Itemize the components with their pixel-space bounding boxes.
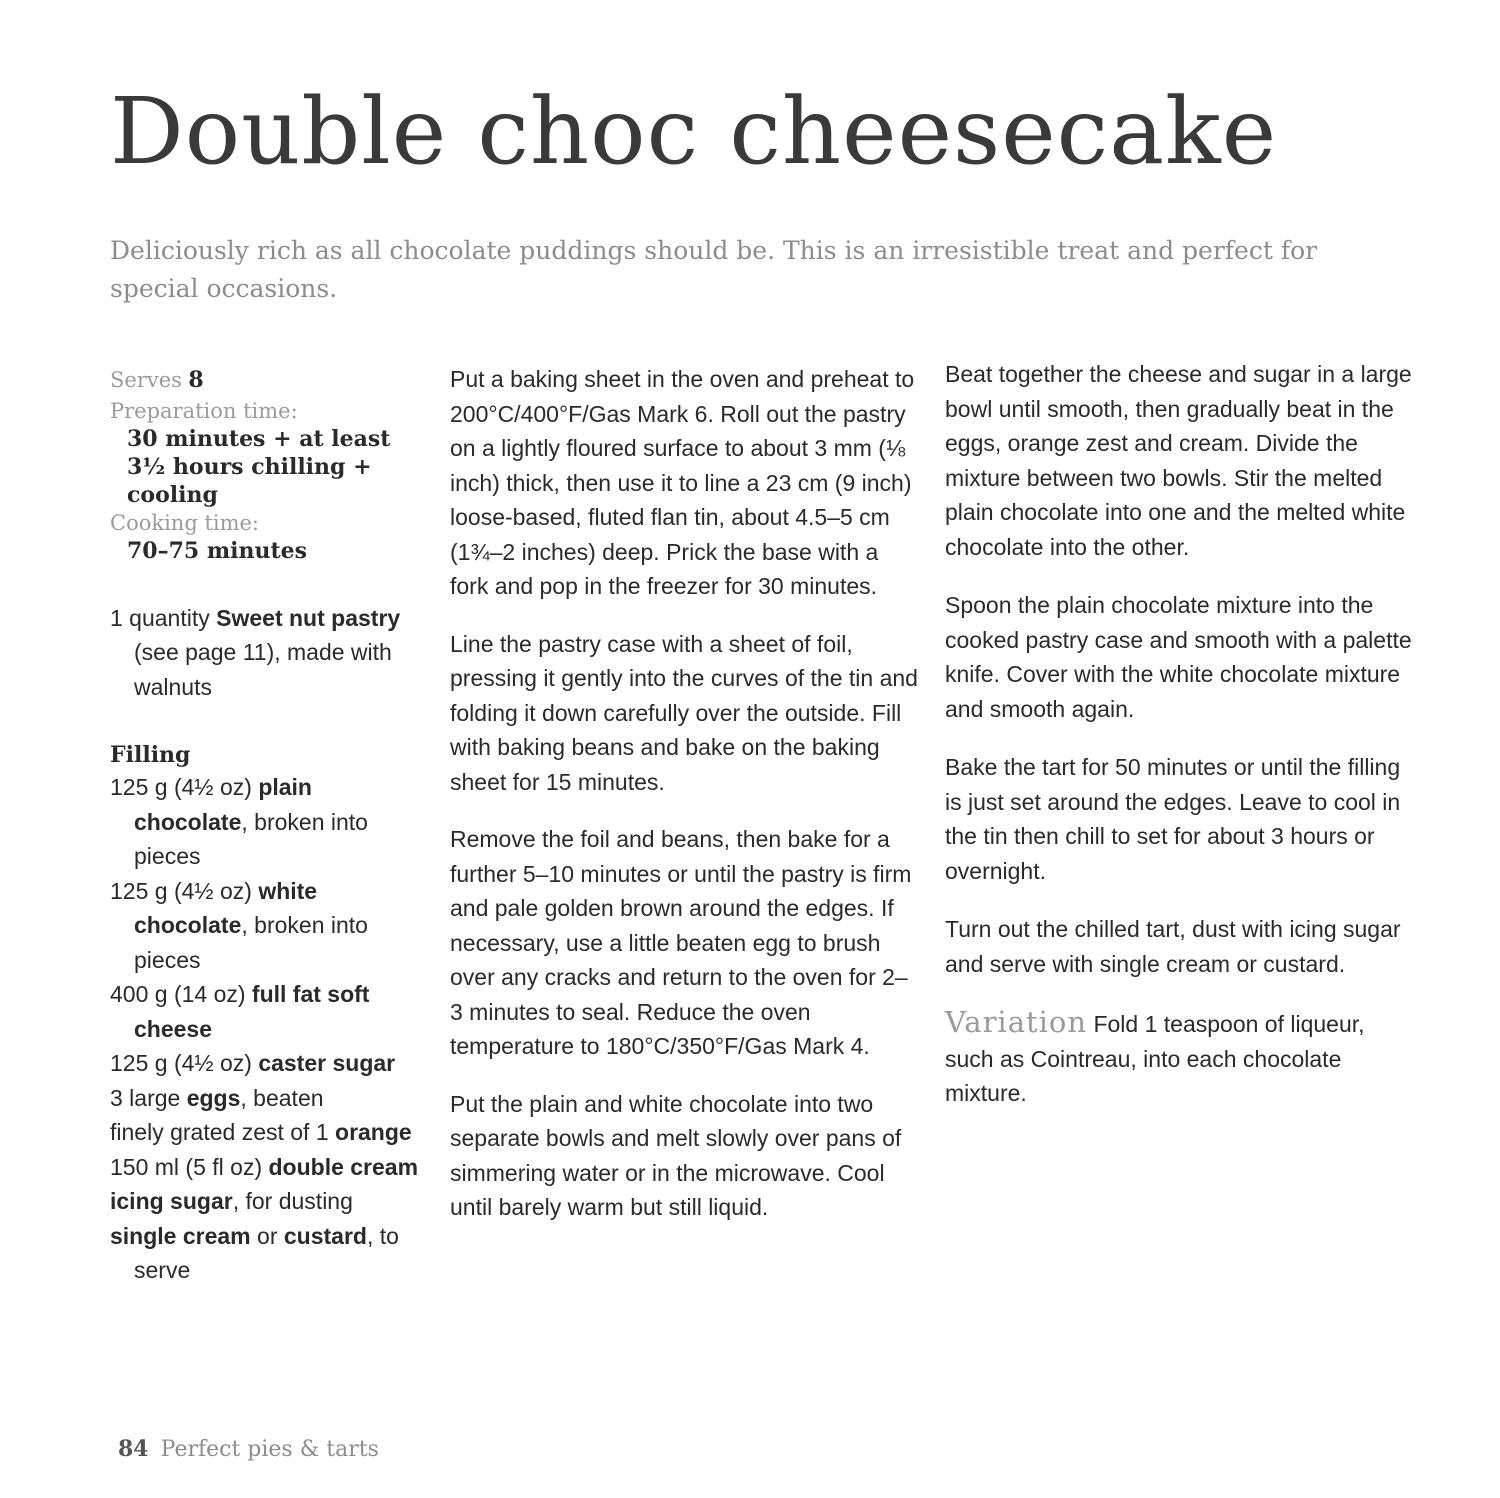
- ingredients-column: [110, 362, 430, 1288]
- ingredient-note: , broken into pieces: [134, 808, 368, 869]
- pastry-name: Sweet nut pastry: [216, 604, 401, 631]
- cook-time-value: 70–75 minutes: [127, 537, 308, 564]
- section-title: Perfect pies & tarts: [160, 1437, 379, 1462]
- pastry-ingredient: [110, 601, 430, 705]
- recipe-title: Double choc cheesecake: [110, 78, 1278, 185]
- ingredient-item: [110, 1219, 430, 1288]
- method-step: Spoon the plain chocolate mixture into the cooked pastry case and smooth with a palette knife. Cover with the white chocolate mixture and smooth again.: [945, 592, 1412, 722]
- cook-time-label: Cooking time:: [110, 510, 260, 535]
- pastry-qty: 1 quantity: [110, 604, 217, 631]
- ingredient-qty: 125 g (4½ oz): [110, 1050, 259, 1076]
- prep-time-value: 30 minutes + at least 3½ hours chilling + cooling: [127, 425, 391, 508]
- prep-time-label: Preparation time:: [110, 398, 298, 423]
- method-column-2: [945, 357, 1415, 1135]
- variation-note: [945, 1005, 1415, 1111]
- recipe-intro: Deliciously rich as all chocolate puddings should be. This is an irresistible treat and perfect for special occasions.: [110, 236, 1318, 303]
- ingredient-name: white chocolate: [134, 877, 318, 938]
- method-step: Line the pastry case with a sheet of foil, pressing it gently into the curves of the tin and folding it down carefully over the outside. Fill with baking beans and bake on the baking sheet for 15 minutes.: [450, 630, 918, 795]
- ingredient-name-alt: custard: [283, 1222, 367, 1249]
- ingredient-qty: 3 large: [110, 1084, 187, 1111]
- method-step: Remove the foil and beans, then bake for a further 5–10 minutes or until the pastry is firm and pale golden brown around the edges. If necessary, use a little beaten egg to brush over any cracks and return to the oven for 2–3 minutes to seal. Reduce the oven temperature to 180°C/350°F/Gas Mark 4.: [450, 826, 912, 1059]
- ingredient-name: orange: [335, 1119, 412, 1145]
- method-step: Beat together the cheese and sugar in a large bowl until smooth, then gradually beat in the eggs, orange zest and cream. Divide the mixture between two bowls. Stir the melted plain chocolate into one and the melted white chocolate into the other.: [945, 361, 1412, 560]
- page-number: 84: [118, 1436, 149, 1462]
- method-step: Bake the tart for 50 minutes or until the filling is just set around the edges. Leave to cool in the tin then chill to set for about 3 hours or overnight.: [945, 754, 1401, 884]
- ingredient-qty: 150 ml (5 fl oz): [110, 1153, 269, 1180]
- variation-label: Variation: [945, 1005, 1088, 1039]
- method-column-1: [450, 362, 920, 1248]
- method-step: Put the plain and white chocolate into two separate bowls and melt slowly over pans of simmering water or in the microwave. Cool until barely warm but still liquid.: [450, 1090, 902, 1220]
- ingredient-note: , broken into pieces: [134, 912, 368, 973]
- ingredient-name: double cream: [268, 1153, 419, 1180]
- ingredient-list: [110, 770, 430, 1288]
- serves-value: 8: [188, 367, 204, 393]
- ingredient-note: , for dusting: [232, 1188, 353, 1214]
- ingredient-qty: 400 g (14 oz): [110, 981, 252, 1007]
- ingredient-qty: 125 g (4½ oz): [110, 877, 259, 904]
- ingredient-name: icing sugar: [110, 1188, 233, 1214]
- ingredient-name: single cream: [110, 1222, 251, 1249]
- ingredient-item: [110, 1150, 430, 1185]
- serves-label: Serves: [110, 368, 182, 392]
- ingredient-item: [110, 1184, 430, 1219]
- ingredient-name: eggs: [186, 1084, 241, 1111]
- ingredient-connector: or: [250, 1222, 284, 1249]
- page-footer: [118, 1436, 379, 1462]
- ingredient-name: plain chocolate: [134, 774, 312, 835]
- ingredient-item: [110, 1115, 430, 1150]
- ingredient-name: caster sugar: [258, 1050, 396, 1076]
- method-step: Turn out the chilled tart, dust with icing sugar and serve with single cream or custard.: [945, 916, 1401, 977]
- ingredient-note: , beaten: [240, 1084, 324, 1111]
- ingredient-name: full fat soft cheese: [134, 981, 370, 1042]
- variation-text: Fold 1 teaspoon of liqueur, such as Cointreau, into each chocolate mixture.: [945, 1011, 1365, 1106]
- serves-row: [110, 362, 430, 397]
- ingredient-item: [110, 1081, 430, 1116]
- method-step: Put a baking sheet in the oven and preheat to 200°C/400°F/Gas Mark 6. Roll out the pastry on a lightly floured surface to about 3 mm (⅛ inch) thick, then use it to line a 23 cm (9 inch) loose-based, fluted flan tin, about 4.5–5 cm (1¾–2 inches) deep. Prick the base with a fork and pop in the freezer for 30 minutes.: [450, 366, 915, 599]
- ingredient-qty: finely grated zest of 1: [110, 1119, 336, 1145]
- ingredient-qty: 125 g (4½ oz): [110, 774, 259, 800]
- ingredient-note: , to serve: [134, 1222, 399, 1283]
- ingredient-item: [110, 977, 430, 1046]
- ingredient-item: [110, 1046, 430, 1081]
- filling-heading: Filling: [110, 742, 191, 768]
- ingredient-item: [110, 770, 430, 874]
- pastry-note: (see page 11), made with walnuts: [134, 639, 392, 700]
- ingredient-item: [110, 874, 430, 978]
